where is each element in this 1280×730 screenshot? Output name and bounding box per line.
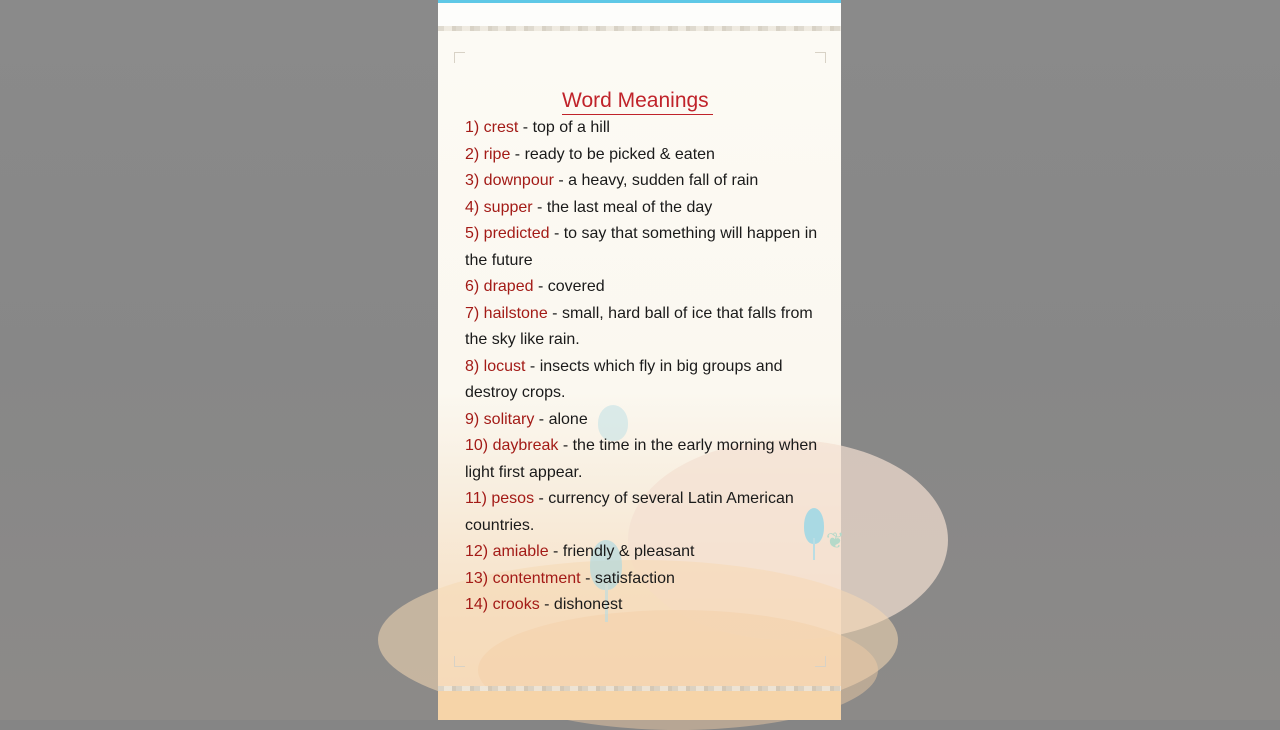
corner-mark [815,656,826,667]
bottom-band [438,691,841,720]
word-term: 14) crooks [465,596,540,613]
word-term: 1) crest [465,119,519,136]
list-item [465,354,825,407]
word-term: 2) ripe [465,145,511,163]
word-term: 5) predicted [465,225,550,242]
corner-mark [454,656,465,667]
word-definition: - alone [534,410,588,428]
word-term: 3) downpour [465,172,554,189]
list-item [465,168,825,195]
word-term: 6) draped [465,278,534,295]
word-definition: - top of a hill [518,119,610,136]
word-definition: - a heavy, sudden fall of rain [553,172,759,189]
word-definition: - small, hard ball of ice that falls from the sky like rain. [465,304,813,348]
right-backdrop [841,0,1280,720]
word-definition: - satisfaction [580,569,675,587]
list-item [465,142,825,169]
list-item [465,433,825,486]
word-term: 8) locust [465,357,526,375]
page-title: Word Meanings [562,88,713,115]
list-item [465,407,825,434]
list-item [465,115,825,142]
word-definition: - friendly & pleasant [548,543,695,560]
list-item [465,592,825,619]
word-term: 13) contentment [465,569,581,587]
word-term: 7) hailstone [465,304,548,322]
fern-icon: ❦ [826,528,845,553]
word-definition: - covered [533,278,605,295]
list-item [465,301,825,354]
list-item [465,274,825,301]
video-frame [438,0,845,720]
word-definition: - dishonest [539,596,623,613]
corner-mark [815,52,826,63]
word-definition: - ready to be picked & eaten [510,145,715,163]
word-term: 11) pesos [465,490,535,507]
word-definition: - the last meal of the day [532,198,713,216]
word-term: 12) amiable [465,543,549,560]
word-meanings-list [465,115,825,619]
list-item [465,195,825,222]
list-item [465,221,825,274]
word-term: 4) supper [465,198,533,216]
corner-mark [454,52,465,63]
left-backdrop [0,0,438,720]
word-definition: - to say that something will happen in the future [465,225,818,269]
list-item [465,539,825,566]
word-definition: - currency of several Latin American countries. [465,490,794,534]
top-band [438,3,841,26]
word-term: 9) solitary [465,410,535,428]
word-definition: - insects which fly in big groups and destroy crops. [465,357,783,401]
list-item [465,566,825,593]
list-item [465,486,825,539]
word-term: 10) daybreak [465,437,559,454]
word-definition: - the time in the early morning when light first appear. [465,437,818,481]
